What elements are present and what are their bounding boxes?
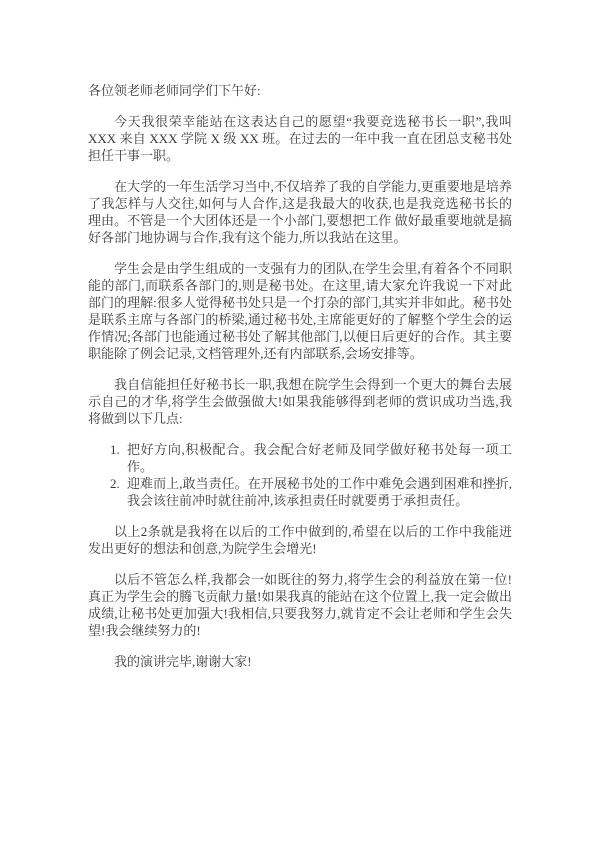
paragraph-promise: 以后不管怎么样,我都会一如既往的努力,将学生会的利益放在第一位!真正为学生会的腾飞贡献力量!如果我真的能站在这个位置上,我一定会做出成绩,让秘书处更加强大!我相信,只要我努力,就肯定不会让老师和学生会失望!我会继续努力的! — [88, 572, 512, 638]
paragraph-student-union: 学生会是由学生组成的一支强有力的团队,在学生会里,有着各个不同职能的部门,而联系各部门的,则是秘书处。在这里,请大家允许我说一下对此部门的理解:很多人觉得秘书处只是一个打杂的部门,其实并非如此。秘书处是联系主席与各部门的桥梁,通过秘书处,主席能更好的了解整个学生会的运作情况;各部门也能通过秘书处了解其他部门,以便日后更好的合作。其主要职能除了例会记录,文档管理外,还有内部联系,会场安排等。 — [88, 261, 512, 361]
commitment-list — [88, 441, 512, 509]
list-item — [110, 441, 512, 475]
list-item-text: 迎难而上,敢当责任。在开展秘书处的工作中难免会遇到困难和挫折,我会该往前冲时就往前冲,该承担责任时就要勇于承担责任。 — [127, 476, 512, 508]
paragraph-confidence: 我自信能担任好秘书长一职,我想在院学生会得到一个更大的舞台去展示自己的才华,将学生会做强做大!如果我能够得到老师的赏识成功当选,我将做到以下几点: — [88, 377, 512, 426]
paragraph-intro: 今天我很荣幸能站在这表达自己的愿望“我要竞选秘书长一职”,我叫XXX 来自 XXX 学院 X 级 XX 班。在过去的一年中我一直在团总支秘书处担任干事一职。 — [88, 114, 512, 163]
paragraph-college-life: 在大学的一年生活学习当中,不仅培养了我的自学能力,更重要地是培养了我怎样与人交往,如何与人合作,这是我最大的收获,也是我竞选秘书长的理由。不管是一个大团体还是一个小部门,要想把工作 做好最重要地就是搞好各部门地协调与合作,我有这个能力,所以我站在这里。 — [88, 179, 512, 245]
paragraph-thanks: 我的演讲完毕,谢谢大家! — [114, 654, 252, 669]
list-item — [110, 475, 512, 509]
greeting-line: 各位领老师老师同学们下午好: — [88, 83, 261, 98]
list-item-number: 2. — [110, 476, 120, 491]
paragraph-summary: 以上2条就是我将在以后的工作中做到的,希望在以后的工作中我能迸发出更好的想法和创意,为院学生会增光! — [88, 524, 512, 556]
list-item-number: 1. — [110, 442, 120, 457]
list-item-text: 把好方向,积极配合。我会配合好老师及同学做好秘书处每一项工作。 — [127, 442, 512, 474]
